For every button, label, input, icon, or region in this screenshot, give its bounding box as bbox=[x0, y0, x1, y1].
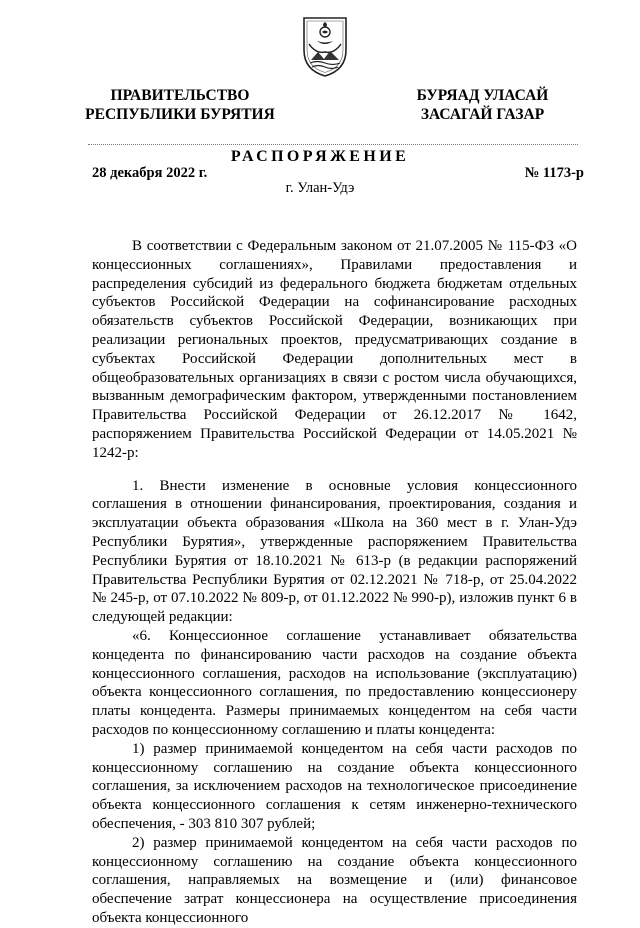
subitem-1-paragraph: 1) размер принимаемой концедентом на себя части расходов по концессионному соглашению на создание объекта концессионного соглашения, за исключением расходов на технологическое присоединение объекта концессионного соглашения к сетям инженерно-технического обеспечения, - 303 810 307 рублей; bbox=[92, 740, 577, 832]
document-city: г. Улан-Удэ bbox=[285, 180, 355, 196]
preamble-paragraph: В соответствии с Федеральным законом от 21.07.2005 № 115-ФЗ «О концессионных соглашениях», Правилами предоставления и распределения субсидий из федерального бюджета бюджетам отдельных субъектов Российской Федерации на софинансирование расходных обязательств субъектов Российской Федерации, возникающих при реализации региональных проектов, предусматривающих создание в субъектах Российской Федерации дополнительных мест в общеобразовательных организациях в связи с ростом числа обучающихся, вызванным демографическим фактором, утвержденными постановлением Правительства Российской Федерации от 26.12.2017 № 1642, распоряжением Правительства Российской Федерации от 14.05.2021 № 1242-р: bbox=[92, 238, 577, 461]
item-6-paragraph: «6. Концессионное соглашение устанавливает обязательства концедента по финансированию части расходов на создание объекта концессионного соглашения, расходов на использование (эксплуатацию) объекта концессионного соглашения, по предоставлению концессионеру платы концедента. Размеры принимаемых концедентом на себя части расходов по концессионному соглашению и платы концедента: bbox=[92, 627, 577, 738]
government-name-bua bbox=[400, 86, 565, 124]
document-title: РАСПОРЯЖЕНИЕ bbox=[230, 148, 410, 165]
government-name-ru bbox=[80, 86, 280, 124]
coat-of-arms-icon bbox=[300, 14, 350, 78]
header-right-line2: ЗАСАГАЙ ГАЗАР bbox=[420, 106, 545, 123]
header-right-line1: БУРЯАД УЛАСАЙ bbox=[416, 87, 549, 104]
subitem-2-paragraph: 2) размер принимаемой концедентом на себя части расходов по концессионному соглашению на создание объекта концессионного соглашения, направляемых на возмещение и (или) финансовое обеспечение затрат концессионера на осуществление присоединения объекта концессионного bbox=[92, 834, 577, 926]
header-left-line2: РЕСПУБЛИКИ БУРЯТИЯ bbox=[85, 106, 275, 123]
header-left-line1: ПРАВИТЕЛЬСТВО bbox=[110, 87, 250, 104]
item-1-paragraph: 1. Внести изменение в основные условия концессионного соглашения в отношении финансирования, проектирования, создания и эксплуатации объекта образования «Школа на 360 мест в г. Улан-Удэ Республики Бурятия», утвержденные распоряжением Правительства Республики Бурятия от 18.10.2021 № 613-р (в редакции распоряжений Правительства Республики Бурятия от 02.12.2021 № 718-р, от 25.04.2022 № 245-р, от 07.10.2022 № 809-р, от 01.12.2022 № 990-р), изложив пункт 6 в следующей редакции: bbox=[92, 477, 577, 626]
document-number: № 1173-р bbox=[524, 165, 584, 181]
document-date: 28 декабря 2022 г. bbox=[92, 165, 208, 181]
header-divider bbox=[88, 144, 578, 145]
document-body bbox=[92, 237, 577, 928]
